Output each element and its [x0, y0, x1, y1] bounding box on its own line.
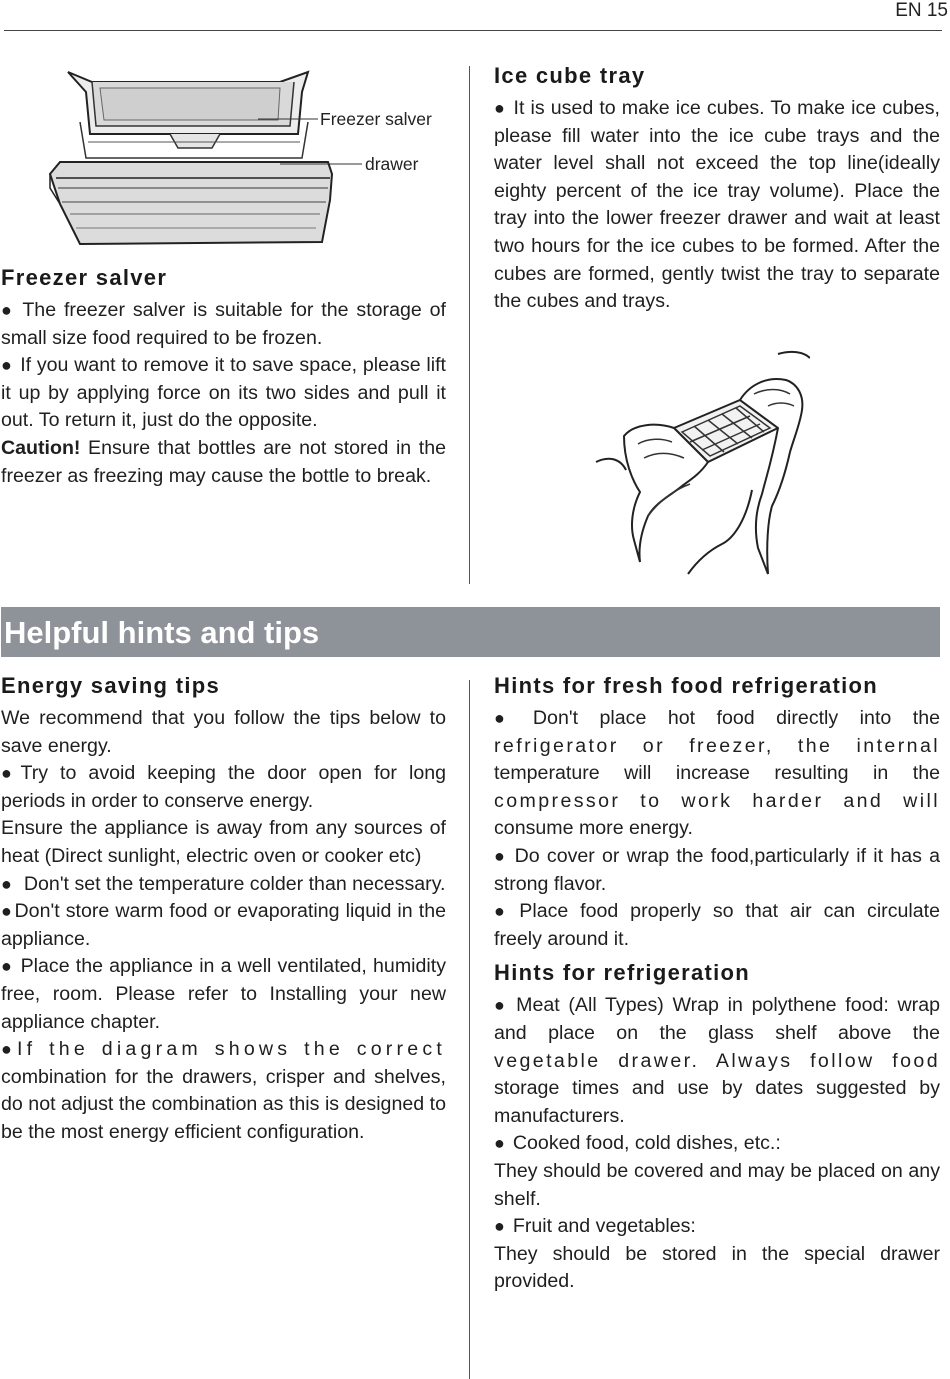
ice-cube-tray-section	[494, 60, 940, 316]
freezer-salver-bullet-1: ● The freezer salver is suitable for the storage of small size food required to be frozen.	[1, 299, 446, 349]
energy-tip-2: Ensure the appliance is away from any sources of heat (Direct sunlight, electric oven or cooker etc)	[1, 817, 446, 867]
bullet-icon: ●	[1, 355, 13, 376]
bullet-icon: ●	[1, 873, 12, 894]
hands-twisting-tray-drawing	[590, 340, 810, 588]
page-number: EN 15	[895, 0, 948, 21]
bullet-icon: ●	[1, 763, 19, 784]
ice-tray-twist-illustration	[590, 340, 810, 588]
bullet-icon: ●	[494, 901, 512, 922]
bullet-icon: ●	[494, 1216, 505, 1237]
energy-tip-3: ● Don't set the temperature colder than necessary.	[1, 872, 446, 895]
section-banner	[1, 607, 940, 657]
refrigeration-hint-2: ● Cooked food, cold dishes, etc.:	[494, 1132, 781, 1155]
banner-title: Helpful hints and tips	[4, 615, 320, 650]
energy-tip-6: ● If the diagram shows the correct combination for the drawers, crisper and shelves, do not adjust the combination as this is designed to be the most energy efficient configuration.	[1, 1038, 446, 1143]
header-rule	[4, 30, 942, 31]
energy-saving-heading: Energy saving tips	[1, 673, 221, 698]
freezer-salver-heading: Freezer salver	[1, 265, 168, 290]
bullet-icon: ●	[494, 995, 509, 1016]
energy-tip-4: ● Don't store warm food or evaporating liquid in the appliance.	[1, 900, 447, 950]
bullet-icon: ●	[1, 956, 13, 977]
callout-freezer-salver: Freezer salver	[320, 109, 432, 129]
callout-drawer: drawer	[365, 154, 419, 174]
energy-tip-1: ● Try to avoid keeping the door open for long periods in order to conserve energy.	[1, 762, 447, 812]
bullet-icon: ●	[1, 1039, 16, 1060]
bullet-icon: ●	[494, 98, 506, 118]
refrigeration-hint-3: ● Fruit and vegetables:	[494, 1215, 696, 1238]
freezer-salver-illustration	[40, 62, 460, 262]
bullet-icon: ●	[494, 845, 507, 866]
freezer-salver-section	[1, 262, 446, 490]
fresh-food-hint-1: ● Don't place hot food directly into the refrigerator or freezer, the internal temperature will increase resulting in the compressor to work harder and will consume more energy.	[494, 707, 940, 840]
caution-label: Caution!	[1, 436, 81, 459]
refrigeration-hint-2-detail: They should be covered and may be placed on any shelf.	[494, 1159, 940, 1210]
bullet-icon: ●	[1, 901, 13, 922]
refrigeration-hint-3-detail: They should be stored in the special drawer provided.	[494, 1242, 940, 1293]
refrigeration-heading: Hints for refrigeration	[494, 960, 751, 986]
ice-cube-tray-heading: Ice cube tray	[494, 63, 646, 88]
bullet-icon: ●	[494, 1133, 505, 1154]
hints-section	[494, 670, 940, 1296]
freezer-salver-bullet-2: ● If you want to remove it to save space, please lift it up by applying force on its two sides and pull it out. To return it, just do the opposite.	[1, 354, 446, 432]
bullet-icon: ●	[494, 708, 521, 728]
column-divider-top	[469, 66, 470, 584]
freezer-salver-caution: Caution! Ensure that bottles are not stored in the freezer as freezing may cause the bottle to break.	[1, 436, 446, 487]
column-divider-bottom	[469, 680, 470, 1379]
energy-tip-5: ● Place the appliance in a well ventilated, humidity free, room. Please refer to Installing your new appliance chapter.	[1, 955, 446, 1033]
fresh-food-hint-3: ● Place food properly so that air can circulate freely around it.	[494, 900, 940, 950]
refrigeration-hint-1: ● Meat (All Types) Wrap in polythene food: wrap and place on the glass shelf above the vegetable drawer. Always follow food storage times and use by dates suggested by manufacturers.	[494, 994, 940, 1127]
ice-cube-tray-bullet: ● It is used to make ice cubes. To make ice cubes, please fill water into the ice cube trays and the water level shall not exceed the top line(ideally eighty percent of the ice tray volume). Place the tray into the lower freezer drawer and wait at least two hours for the ice cubes to be formed. After the cubes are formed, gently twist the tray to separate the cubes and trays.	[494, 97, 941, 313]
energy-saving-intro: We recommend that you follow the tips below to save energy.	[1, 707, 446, 757]
fresh-food-heading: Hints for fresh food refrigeration	[494, 673, 878, 698]
energy-saving-section	[1, 670, 446, 1147]
bullet-icon: ●	[1, 300, 15, 320]
fresh-food-hint-2: ● Do cover or wrap the food,particularly if it has a strong flavor.	[494, 844, 940, 895]
